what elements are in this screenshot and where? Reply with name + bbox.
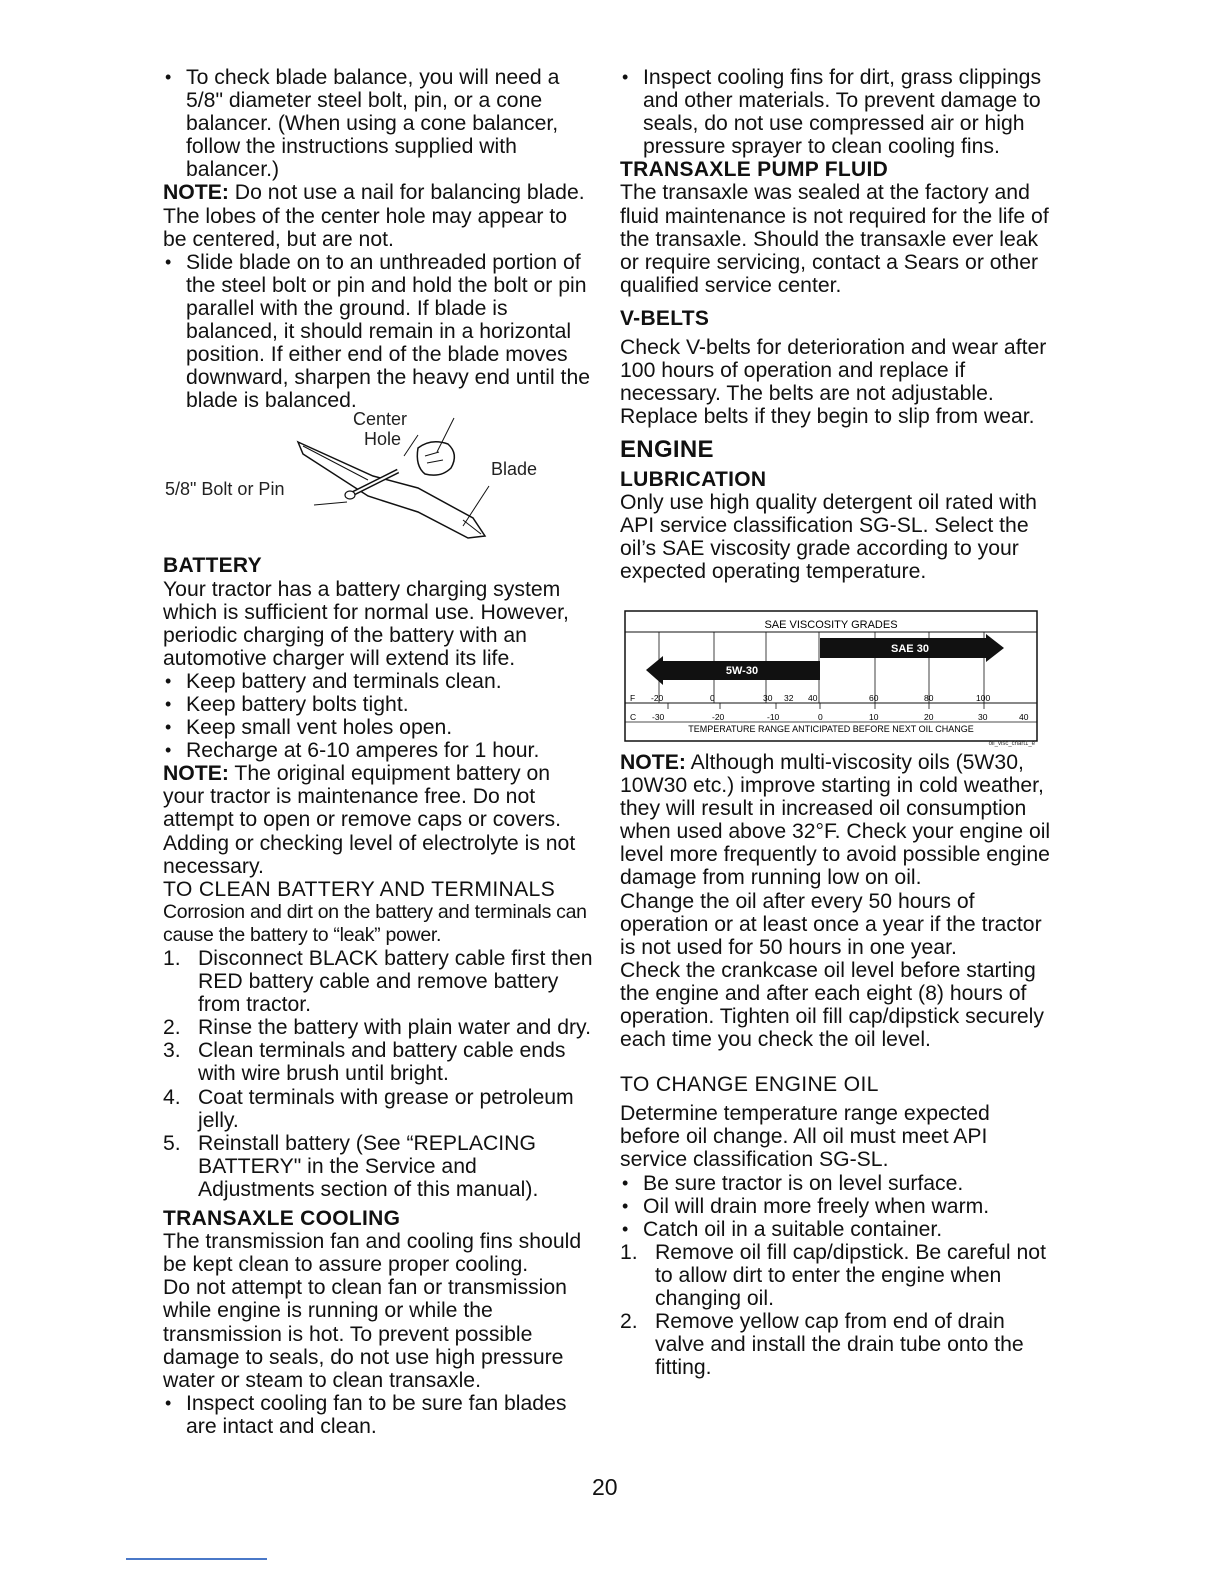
c-tick: 40	[1019, 711, 1029, 722]
multi-viscosity-note	[620, 751, 1052, 890]
battery-note	[163, 762, 595, 877]
chart-title: SAE VISCOSITY GRADES	[764, 618, 898, 631]
lubrication-heading: LUBRICATION	[620, 467, 767, 491]
blade-label: Blade	[491, 459, 538, 480]
bolt-label: 5/8" Bolt or Pin	[165, 479, 285, 500]
battery-bullet: • Keep small vent holes open.	[163, 716, 595, 739]
cooling-fan-bullet: • Inspect cooling fan to be sure fan blades are intact and clean.	[163, 1392, 595, 1438]
c-tick: -20	[712, 711, 725, 722]
clean-step-text: Clean terminals and battery cable ends with wire brush until bright.	[198, 1039, 566, 1086]
change-oil-heading: TO CHANGE ENGINE OIL	[620, 1073, 879, 1097]
change-oil-bullet: • Catch oil in a suitable container.	[620, 1218, 1052, 1241]
right-column	[620, 66, 1052, 1379]
battery-bullet: • Recharge at 6-10 amperes for 1 hour.	[163, 739, 595, 762]
blade-balance-figure	[163, 409, 595, 554]
vbelts-heading: V-BELTS	[620, 306, 710, 330]
cooling-fins-bullet: • Inspect cooling fins for dirt, grass clippings and other materials. To prevent damage to seals, do not use compressed air or high pressure sprayer to clean cooling fins.	[620, 66, 1052, 158]
clean-step-text: Reinstall battery (See “REPLACING BATTERY" in the Service and Adjustments section of this manual).	[198, 1131, 539, 1201]
chart-caption: TEMPERATURE RANGE ANTICIPATED BEFORE NEXT OIL CHANGE	[688, 723, 974, 734]
note-label: NOTE:	[163, 762, 229, 786]
5w30-label: 5W-30	[725, 664, 759, 677]
transaxle-cooling-heading: TRANSAXLE COOLING	[163, 1207, 401, 1231]
f-tick: 80	[924, 692, 934, 703]
slide-blade-bullet: • Slide blade on to an unthreaded portion of the steel bolt or pin and hold the bolt or pin parallel with the ground. If blade is balanced, it should remain in a horizontal position. If either end of the blade moves downward, sharpen the heavy end until the blade is balanced.	[163, 251, 595, 413]
hole-label: Hole	[364, 429, 402, 450]
battery-text: Your tractor has a battery charging system which is sufficient for normal use. However, periodic charging of the battery with an automotive charger will extend its life.	[163, 577, 569, 670]
vbelts-text: Check V-belts for deterioration and wear after 100 hours of operation and replace if necessary. The belts are not adjustable. Replace belts if they begin to slip from wear.	[620, 336, 1047, 429]
clean-step: 1. Disconnect BLACK battery cable first then RED battery cable and remove battery from tractor.	[163, 947, 593, 1017]
clean-step-text: Disconnect BLACK battery cable first then RED battery cable and remove battery from tractor.	[198, 947, 593, 1017]
battery-bullet: • Keep battery and terminals clean.	[163, 670, 595, 693]
blade-note	[163, 181, 595, 250]
page-number: 20	[592, 1474, 618, 1500]
f-axis-label: F	[630, 692, 636, 703]
clean-step: 5. Reinstall battery (See “REPLACING BATTERY" in the Service and Adjustments section of this manual).	[163, 1131, 539, 1201]
note-label: NOTE:	[163, 181, 229, 205]
clean-battery-heading: TO CLEAN BATTERY AND TERMINALS	[163, 877, 556, 901]
cooling-text: The transmission fan and cooling fins should be kept clean to assure proper cooling.	[163, 1230, 582, 1277]
c-axis-label: C	[630, 711, 637, 722]
c-tick: 20	[924, 711, 934, 722]
viscosity-chart	[620, 601, 1038, 751]
change-oil-step: 1. Remove oil fill cap/dipstick. Be careful not to allow dirt to enter the engine when changing oil.	[620, 1240, 1046, 1311]
lubrication-text: Only use high quality detergent oil rated with API service classification SG-SL. Select the oil’s SAE viscosity grade according to your expected operating temperature.	[620, 490, 1037, 583]
f-tick: 32	[784, 692, 794, 703]
clean-step: 4. Coat terminals with grease or petroleum jelly.	[163, 1085, 574, 1132]
c-tick: 30	[978, 711, 988, 722]
battery-bullet: • Keep battery bolts tight.	[163, 693, 595, 716]
note-text: Do not use a nail for balancing blade. The lobes of the center hole may appear to be centered, but are not.	[163, 181, 585, 251]
oil-change-interval: Change the oil after every 50 hours of operation or at least once a year if the tractor is not used for 50 hours in one year.	[620, 889, 1042, 959]
f-tick: -20	[651, 692, 664, 703]
change-oil-text: Determine temperature range expected before oil change. All oil must meet API service classification SG-SL.	[620, 1102, 990, 1172]
change-oil-bullet: • Be sure tractor is on level surface.	[620, 1172, 1052, 1195]
pump-fluid-text: The transaxle was sealed at the factory and fluid maintenance is not required for the life of the transaxle. Should the transaxle ever leak or require servicing, contact a Sears or other qualified service center.	[620, 181, 1049, 297]
f-tick: 0	[710, 692, 715, 703]
note-text: Although multi-viscosity oils (5W30, 10W30 etc.) improve starting in cold weather, they will result in increased oil consumption when used above 32°F. Check your engine oil level more frequently to avoid possible engine damage from running low on oil.	[620, 750, 1051, 890]
clean-battery-text: Corrosion and dirt on the battery and terminals can cause the battery to “leak” power.	[163, 900, 587, 946]
footer-rule	[126, 1558, 267, 1560]
note-label: NOTE:	[620, 750, 686, 774]
center-label: Center	[353, 409, 408, 430]
f-tick: 60	[869, 692, 879, 703]
blade-balance-bullet: • To check blade balance, you will need a 5/8" diameter steel bolt, pin, or a cone balancer. (When using a cone balancer, follow the instructions supplied with balancer.)	[163, 66, 595, 181]
clean-step-text: Rinse the battery with plain water and dry.	[198, 1016, 591, 1040]
sae30-label: SAE 30	[891, 642, 929, 655]
change-oil-bullet: • Oil will drain more freely when warm.	[620, 1195, 1052, 1218]
change-step-text: Remove yellow cap from end of drain valve and install the drain tube onto the fitting.	[655, 1310, 1024, 1380]
c-tick: -30	[652, 711, 665, 722]
c-tick: 0	[818, 711, 823, 722]
change-oil-step: 2. Remove yellow cap from end of drain valve and install the drain tube onto the fitting.	[620, 1310, 1024, 1380]
viscosity-chart-graphic	[624, 601, 1038, 747]
f-tick: 30	[763, 692, 773, 703]
sae30-bar	[820, 634, 1004, 662]
chart-code: oil_visc_chart1_e	[988, 740, 1035, 747]
clean-step: 2. Rinse the battery with plain water and dry.	[163, 1016, 591, 1040]
change-step-text: Remove oil fill cap/dipstick. Be careful not to allow dirt to enter the engine when changing oil.	[655, 1240, 1046, 1311]
f-tick: 40	[808, 692, 818, 703]
battery-heading: BATTERY	[163, 554, 262, 578]
cooling-warning: Do not attempt to clean fan or transmission while engine is running or while the transmission is hot. To prevent possible damage to seals, do not use high pressure water or steam to clean transaxle.	[163, 1276, 567, 1392]
engine-heading: ENGINE	[620, 436, 714, 464]
note-text: The original equipment battery on your tractor is maintenance free. Do not attempt to open or remove caps or covers. Adding or checking level of electrolyte is not necessary.	[163, 762, 576, 878]
left-column	[163, 66, 595, 1438]
clean-step-text: Coat terminals with grease or petroleum jelly.	[198, 1085, 574, 1132]
pump-fluid-heading: TRANSAXLE PUMP FLUID	[620, 158, 889, 182]
clean-step: 3. Clean terminals and battery cable ends with wire brush until bright.	[163, 1039, 566, 1086]
f-tick: 100	[976, 692, 991, 703]
c-tick: 10	[869, 711, 879, 722]
c-tick: -10	[767, 711, 780, 722]
crankcase-check: Check the crankcase oil level before starting the engine and after each eight (8) hours of operation. Tighten oil fill cap/dipstick securely each time you check the oil level.	[620, 958, 1044, 1052]
